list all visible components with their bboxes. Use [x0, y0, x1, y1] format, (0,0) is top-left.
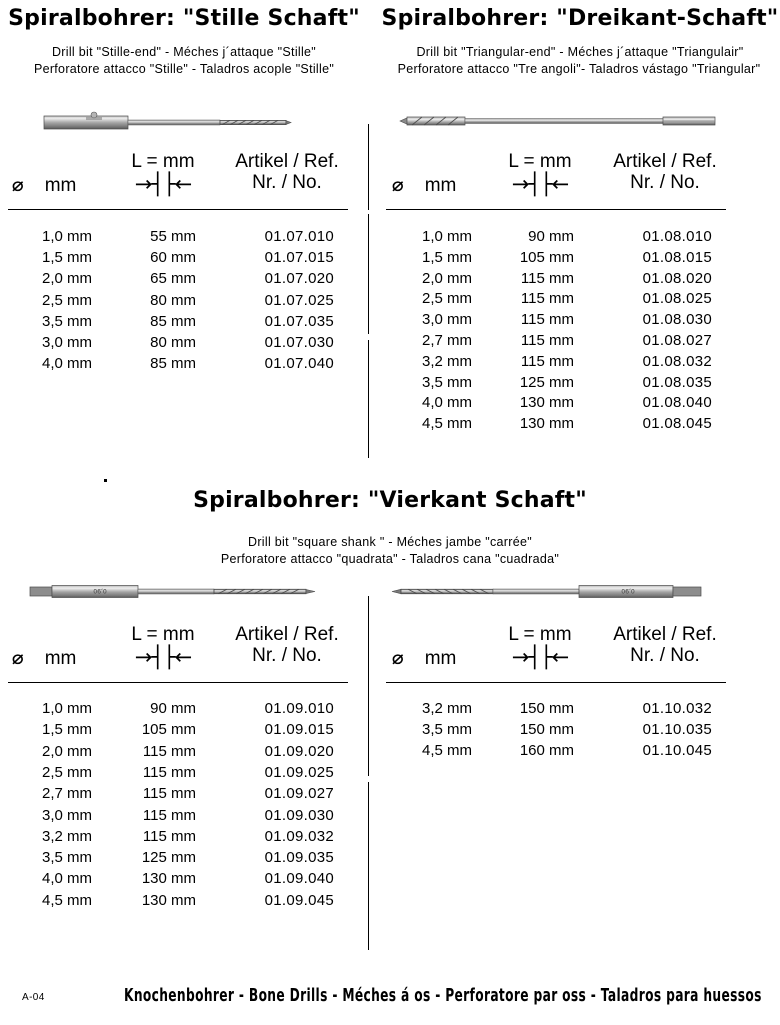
cell-ref-number: 01.10.045	[642, 742, 712, 759]
cell-ref-number: 01.07.030	[264, 334, 334, 351]
cell-diameter: 1,5 mm	[41, 249, 92, 267]
cell-length: 115 mm	[142, 763, 196, 781]
scan-speck	[104, 479, 107, 482]
footer-caption: Knochenbohrer - Bone Drills - Méches á os - Perforatore par oss - Taladros para huessos	[124, 985, 762, 1006]
divider-bottom-a	[368, 596, 369, 776]
cell-ref-number: 01.07.035	[264, 312, 334, 330]
cell-ref-number: 01.08.015	[642, 248, 712, 266]
cell-length: 115 mm	[520, 352, 574, 370]
cell-ref-number: 01.08.025	[642, 290, 712, 308]
cell-diameter: 3,5 mm	[41, 312, 92, 330]
drill-bit-stille-shank-illustration	[42, 108, 292, 138]
cell-length: 115 mm	[142, 785, 196, 803]
dimension-arrows-icon: →┤├←	[511, 644, 569, 669]
cell-diameter: 2,5 mm	[41, 291, 92, 309]
cell-ref-number: 01.08.035	[642, 373, 712, 391]
cell-ref-number: 01.07.040	[264, 355, 334, 373]
cell-ref-number: 01.09.020	[264, 742, 334, 760]
cell-ref-number: 01.10.035	[642, 721, 712, 738]
ref-header-line1: Artikel / Ref.	[235, 624, 339, 645]
cell-length: 125 mm	[141, 849, 196, 867]
header-rule-vierkant	[8, 682, 348, 683]
length-label: L = mm	[131, 151, 195, 172]
cell-diameter: 3,0 mm	[41, 334, 92, 351]
cell-ref-number: 01.09.030	[264, 806, 334, 824]
section-title-dreikant-schaft: Spiralbohrer: "Dreikant-Schaft"	[381, 6, 779, 31]
diameter-unit-label: mm	[424, 175, 457, 196]
ref-header-line2: Nr. / No.	[252, 644, 322, 666]
cell-ref-number: 01.08.040	[642, 394, 712, 412]
cell-diameter: 2,5 mm	[421, 290, 472, 308]
cell-length: 115 mm	[520, 332, 574, 349]
section-subtitle-dreikant-line1: Drill bit "Triangular-end" - Méches j´attaque "Triangulair"	[416, 45, 744, 59]
cell-ref-number: 01.09.010	[264, 700, 334, 717]
cell-diameter: 2,0 mm	[41, 270, 92, 288]
cell-diameter: 2,5 mm	[41, 763, 92, 781]
cell-diameter: 3,5 mm	[41, 849, 92, 867]
ref-header-line2: Nr. / No.	[252, 171, 322, 193]
diameter-icon: ⌀	[11, 647, 24, 669]
ref-header-line2: Nr. / No.	[630, 644, 700, 666]
cell-length: 80 mm	[150, 291, 196, 309]
cell-diameter: 3,0 mm	[41, 806, 92, 824]
cell-diameter: 2,0 mm	[41, 742, 92, 760]
cell-length: 150 mm	[519, 700, 574, 717]
section-subtitle-stille-line1: Drill bit "Stille-end" - Méches j´attaque "Stille"	[51, 45, 317, 59]
cell-length: 55 mm	[150, 228, 196, 245]
cell-diameter: 4,5 mm	[41, 891, 92, 909]
section-title-vierkant-schaft: Spiralbohrer: "Vierkant Schaft"	[193, 488, 587, 513]
cell-ref-number: 01.09.025	[264, 763, 334, 781]
svg-text:0,90: 0,90	[93, 587, 107, 594]
cell-diameter: 3,2 mm	[421, 352, 472, 370]
cell-length: 115 mm	[520, 290, 574, 308]
cell-length: 60 mm	[150, 249, 196, 267]
cell-ref-number: 01.08.020	[642, 269, 712, 287]
cell-ref-number: 01.09.027	[264, 785, 334, 803]
cell-ref-number: 01.07.015	[264, 249, 334, 267]
cell-ref-number: 01.07.020	[264, 270, 334, 288]
divider-bottom-b	[368, 782, 369, 950]
cell-diameter: 3,0 mm	[421, 311, 472, 329]
header-rule-stille	[8, 209, 348, 210]
cell-length: 105 mm	[141, 721, 196, 739]
cell-length: 130 mm	[519, 415, 574, 433]
cell-length: 115 mm	[142, 827, 196, 845]
divider-top-b	[368, 214, 369, 334]
section-subtitle-vierkant-line1: Drill bit "square shank " - Méches jambe "carrée"	[248, 535, 532, 549]
drill-bit-square-shank-mirrored-illustration	[390, 578, 710, 604]
ref-header-line2: Nr. / No.	[630, 171, 700, 193]
cell-ref-number: 01.09.032	[264, 827, 334, 845]
section-subtitle-vierkant-line2: Perforatore attacco "quadrata" - Taladros cana "cuadrada"	[220, 552, 560, 566]
ref-header-line1: Artikel / Ref.	[613, 624, 717, 645]
cell-diameter: 3,5 mm	[421, 373, 472, 391]
cell-ref-number: 01.07.010	[264, 228, 334, 245]
cell-diameter: 4,0 mm	[421, 394, 472, 412]
cell-diameter: 3,5 mm	[421, 721, 472, 738]
cell-ref-number: 01.09.045	[264, 891, 334, 909]
drill-bit-square-shank-illustration	[28, 578, 318, 604]
diameter-icon: ⌀	[391, 174, 404, 196]
cell-diameter: 1,0 mm	[421, 228, 472, 245]
cell-ref-number: 01.09.035	[264, 849, 334, 867]
cell-length: 90 mm	[150, 700, 196, 717]
dimension-arrows-icon: →┤├←	[134, 644, 192, 669]
cell-diameter: 4,0 mm	[41, 355, 92, 373]
dimension-arrows-icon: →┤├←	[511, 171, 569, 196]
cell-diameter: 1,5 mm	[421, 248, 472, 266]
cell-length: 130 mm	[519, 394, 574, 412]
diameter-unit-label: mm	[424, 648, 457, 669]
cell-ref-number: 01.07.025	[264, 291, 334, 309]
cell-length: 125 mm	[519, 373, 574, 391]
section-subtitle-dreikant-line2: Perforatore attacco "Tre angoli"- Taladros vástago "Triangular"	[397, 62, 761, 76]
cell-ref-number: 01.10.032	[642, 700, 712, 717]
cell-length: 85 mm	[150, 312, 196, 330]
cell-diameter: 2,7 mm	[41, 785, 92, 803]
header-rule-dreikant	[386, 209, 726, 210]
section-title-stille-schaft: Spiralbohrer: "Stille Schaft"	[8, 6, 360, 31]
cell-ref-number: 01.09.040	[264, 870, 334, 888]
cell-diameter: 4,0 mm	[41, 870, 92, 888]
cell-diameter: 1,0 mm	[41, 700, 92, 717]
cell-ref-number: 01.08.045	[642, 415, 712, 433]
cell-length: 130 mm	[141, 870, 196, 888]
cell-length: 90 mm	[528, 228, 574, 245]
divider-top-a	[368, 124, 369, 210]
dimension-arrows-icon: →┤├←	[134, 171, 192, 196]
ref-header-line1: Artikel / Ref.	[235, 151, 339, 172]
svg-text:0,90: 0,90	[621, 587, 635, 594]
header-rule-vierkant-long	[386, 682, 726, 683]
cell-length: 115 mm	[142, 742, 196, 760]
cell-length: 115 mm	[142, 806, 196, 824]
cell-length: 150 mm	[519, 721, 574, 738]
cell-ref-number: 01.08.030	[642, 311, 712, 329]
cell-length: 115 mm	[520, 311, 574, 329]
diameter-icon: ⌀	[391, 647, 404, 669]
cell-diameter: 3,2 mm	[421, 700, 472, 717]
diameter-unit-label: mm	[44, 648, 77, 669]
cell-length: 65 mm	[150, 270, 196, 288]
cell-length: 80 mm	[150, 334, 196, 351]
cell-diameter: 1,0 mm	[41, 228, 92, 245]
cell-length: 115 mm	[520, 269, 574, 287]
cell-length: 105 mm	[519, 248, 574, 266]
section-subtitle-stille-line2: Perforatore attacco "Stille" - Taladros acople "Stille"	[33, 62, 335, 76]
cell-ref-number: 01.08.010	[642, 228, 712, 245]
cell-diameter: 3,2 mm	[41, 827, 92, 845]
drill-bit-triangular-shank-illustration	[398, 110, 718, 132]
cell-ref-number: 01.09.015	[264, 721, 334, 739]
cell-ref-number: 01.08.032	[642, 352, 712, 370]
cell-length: 85 mm	[150, 355, 196, 373]
cell-length: 130 mm	[141, 891, 196, 909]
cell-diameter: 2,7 mm	[421, 332, 472, 349]
cell-diameter: 1,5 mm	[41, 721, 92, 739]
length-label: L = mm	[508, 151, 572, 172]
cell-diameter: 4,5 mm	[421, 415, 472, 433]
cell-diameter: 2,0 mm	[421, 269, 472, 287]
ref-header-line1: Artikel / Ref.	[613, 151, 717, 172]
cell-diameter: 4,5 mm	[421, 742, 472, 759]
cell-length: 160 mm	[519, 742, 574, 759]
cell-ref-number: 01.08.027	[642, 332, 712, 349]
page-number: A-04	[22, 992, 45, 1003]
diameter-icon: ⌀	[11, 174, 24, 196]
length-label: L = mm	[508, 624, 572, 645]
divider-top-c	[368, 340, 369, 458]
length-label: L = mm	[131, 624, 195, 645]
diameter-unit-label: mm	[44, 175, 77, 196]
